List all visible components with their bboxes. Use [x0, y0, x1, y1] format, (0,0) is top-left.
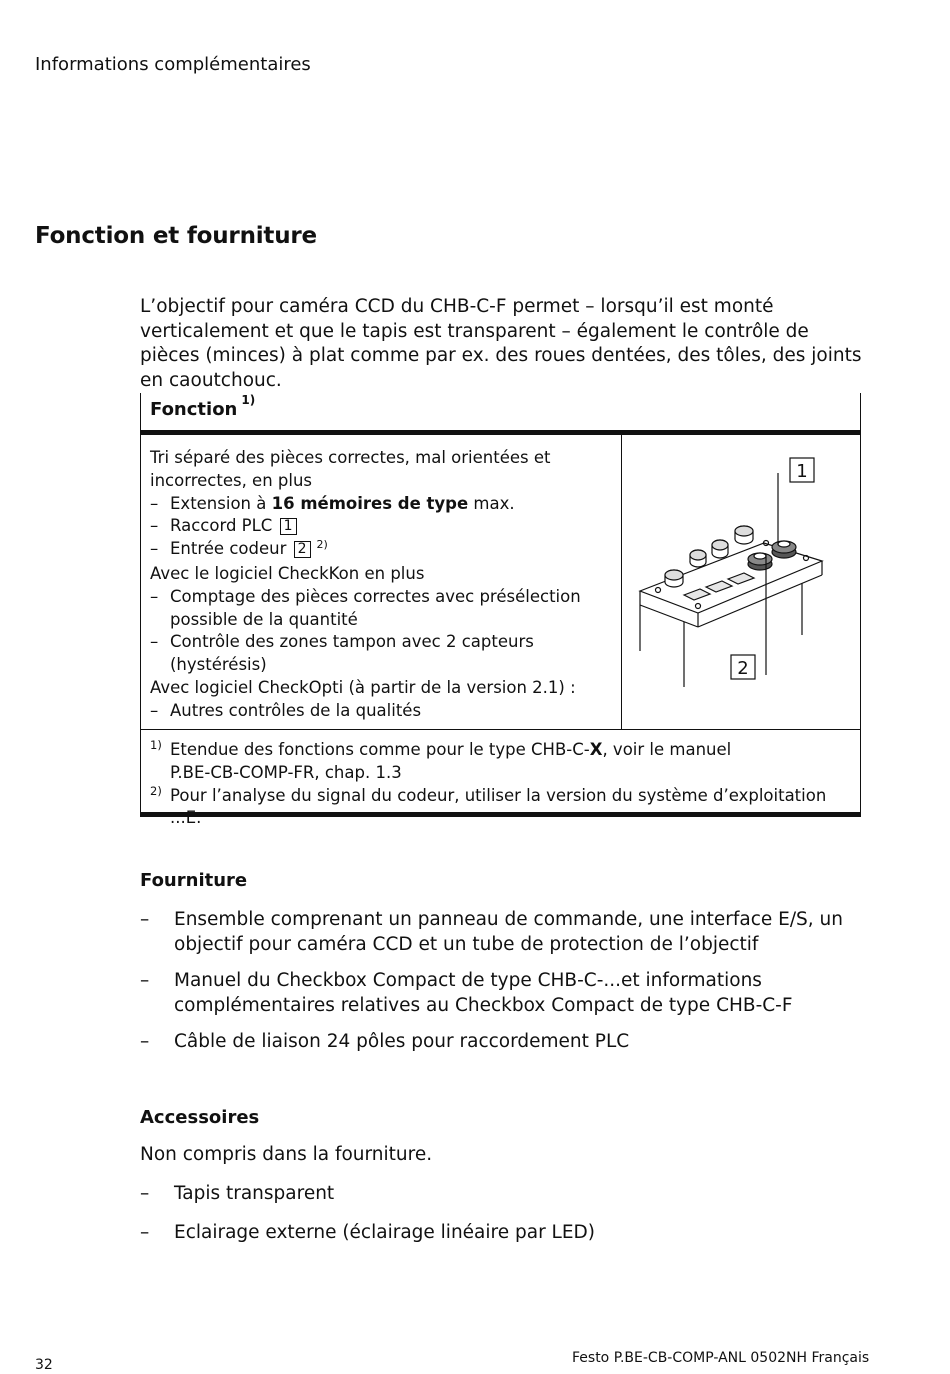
- running-header: Informations complémentaires: [35, 54, 311, 75]
- function-header-note: 1): [241, 393, 256, 407]
- list-item: – Tapis transparent: [140, 1183, 335, 1204]
- feature-list: [150, 447, 610, 723]
- list-item: – Câble de liaison 24 pôles pour raccordement PLC: [140, 1031, 630, 1052]
- page-number: 32: [35, 1357, 53, 1373]
- feature-item: – Extension à 16 mémoires de type max.: [150, 493, 515, 513]
- list-item: – Manuel du Checkbox Compact de type CHB-C-...et informations complémentaires relatives au Checkbox Compact de type CHB-C-F: [140, 970, 793, 1016]
- feature-item: – Raccord PLC 1: [150, 515, 610, 538]
- feature-line: possible de la quantité: [170, 609, 358, 629]
- callout-box-2: 2: [294, 541, 311, 558]
- callout-2-label: 2: [737, 658, 749, 679]
- device-illustration: [626, 445, 856, 715]
- callout-1-label: 1: [796, 461, 808, 482]
- function-table-header: [150, 393, 256, 420]
- callout-box-1: 1: [280, 518, 297, 535]
- list-item: – Eclairage externe (éclairage linéaire par LED): [140, 1221, 596, 1243]
- feature-item: – Entrée codeur 2 $^{2)}$: [150, 538, 328, 559]
- feature-bold: 16 mémoires de type: [271, 493, 469, 513]
- intro-paragraph: L’objectif pour caméra CCD du CHB-C-F permet – lorsqu’il est monté verticalement et que le tapis est transparent – également le contrôle de pièces (minces) à plat comme par ex. des roues dentées, des tôles, des joints en caoutchouc.: [140, 296, 862, 391]
- table-footnotes: [150, 739, 855, 830]
- footnote-1: 1) Etendue des fonctions comme pour le type CHB-C-X, voir le manuel P.BE-CB-COMP-FR, chap. 1.3: [150, 738, 732, 782]
- footer-doc-id: Festo P.BE-CB-COMP-ANL 0502NH Français: [572, 1350, 870, 1366]
- feature-line: Avec logiciel CheckOpti (à partir de la version 2.1) :: [150, 677, 576, 697]
- accessoires-title: Accessoires: [140, 1107, 260, 1128]
- section-title: Fonction et fourniture: [35, 223, 317, 249]
- feature-item: – Autres contrôles de la qualités: [150, 700, 422, 720]
- feature-line: (hystérésis): [170, 655, 267, 675]
- footnote-ref: 2): [316, 538, 328, 552]
- function-table: [140, 393, 861, 828]
- list-item: – Ensemble comprenant un panneau de commande, une interface E/S, un objectif pour caméra CCD et un tube de protection de l’objectif: [140, 909, 844, 955]
- feature-item: – Comptage des pièces correctes avec présélection: [150, 586, 581, 606]
- footnote-2: 2) Pour l’analyse du signal du codeur, utiliser la version du système d’exploitation ...E.: [150, 783, 827, 828]
- function-header-label: Fonction: [150, 399, 238, 420]
- accessoires-intro: Non compris dans la fourniture.: [140, 1144, 433, 1165]
- feature-line: Tri séparé des pièces correctes, mal orientées et: [150, 448, 551, 467]
- fourniture-title: Fourniture: [140, 870, 248, 891]
- accessoires-list: [140, 1182, 870, 1245]
- feature-item: – Contrôle des zones tampon avec 2 capteurs: [150, 632, 534, 652]
- feature-line: incorrectes, en plus: [150, 470, 313, 490]
- feature-line: Avec le logiciel CheckKon en plus: [150, 563, 425, 583]
- fourniture-list: [140, 908, 870, 1055]
